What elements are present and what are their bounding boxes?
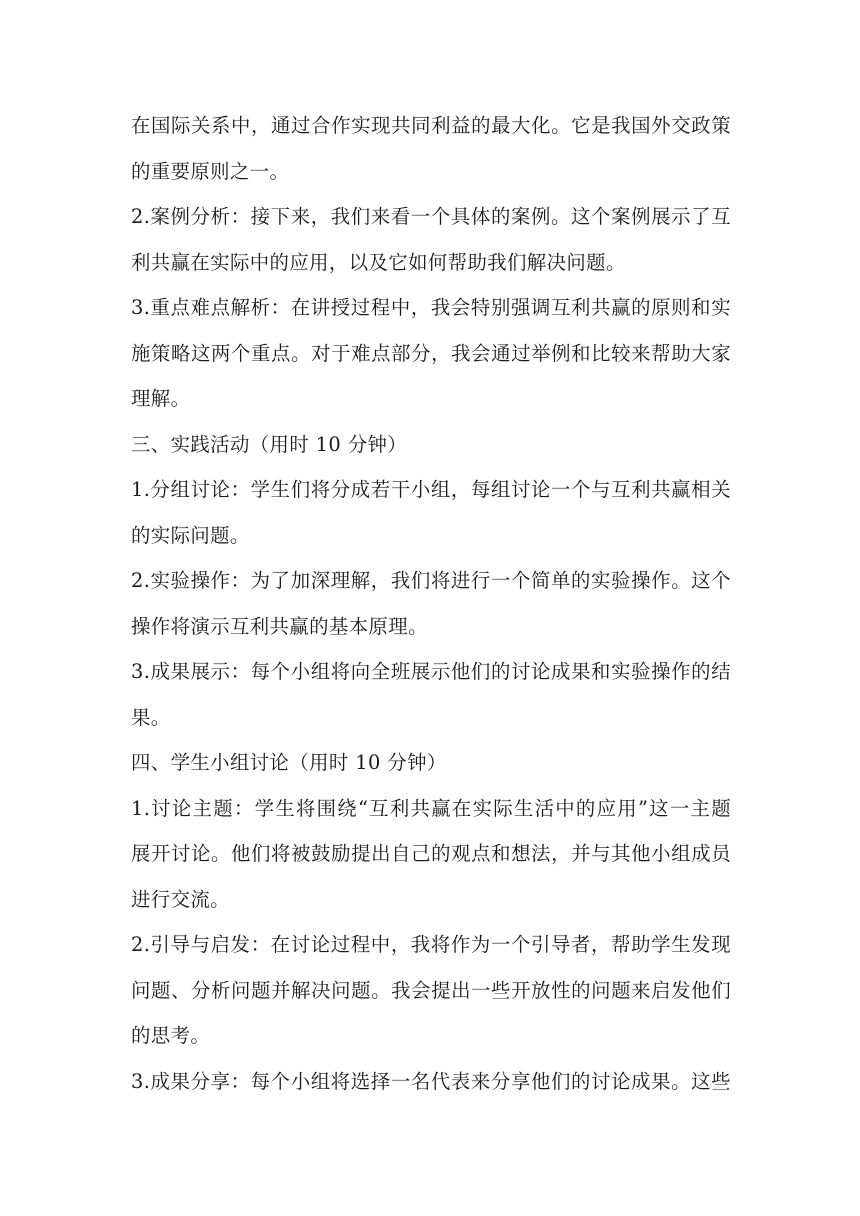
text-line: 果。 xyxy=(131,705,171,729)
paragraph-intro-continued xyxy=(131,103,731,194)
text-line: 问题、分析问题并解决问题。我会提出一些开放性的问题来启发他们 xyxy=(131,978,731,1002)
text-line: 的实际问题。 xyxy=(131,523,250,547)
text-line: 理解。 xyxy=(131,387,191,410)
text-line: 在国际关系中，通过合作实现共同利益的最大化。它是我国外交政策 xyxy=(131,114,731,137)
text-line: 展开讨论。他们将被鼓励提出自己的观点和想法，并与其他小组成员 xyxy=(131,842,731,865)
paragraph-results-sharing xyxy=(131,1059,731,1105)
text-line: 1.分组讨论：学生们将分成若干小组，每组讨论一个与互利共赢相关 xyxy=(131,478,731,501)
paragraph-results-display xyxy=(131,649,731,740)
text-line: 利共赢在实际中的应用，以及它如何帮助我们解决问题。 xyxy=(131,250,626,274)
text-line: 2.实验操作：为了加深理解，我们将进行一个简单的实验操作。这个 xyxy=(131,569,731,592)
paragraph-case-analysis xyxy=(131,194,731,285)
text-line: 的思考。 xyxy=(131,1024,211,1047)
paragraph-discussion-topic xyxy=(131,786,731,923)
text-line: 操作将演示互利共赢的基本原理。 xyxy=(131,614,428,638)
section-heading-practice xyxy=(131,422,731,468)
paragraph-key-points xyxy=(131,285,731,422)
paragraph-guidance xyxy=(131,922,731,1059)
section-heading-group-discussion xyxy=(131,740,731,786)
text-line: 进行交流。 xyxy=(131,887,230,911)
text-line: 的重要原则之一。 xyxy=(131,159,290,183)
text-line: 1.讨论主题：学生将围绕“互利共赢在实际生活中的应用”这一主题 xyxy=(131,796,731,820)
text-line: 3.成果分享：每个小组将选择一名代表来分享他们的讨论成果。这些 xyxy=(131,1069,731,1093)
heading-line: 四、学生小组讨论（用时 10 分钟） xyxy=(131,751,447,774)
paragraph-group-discussion xyxy=(131,467,731,558)
paragraph-experiment xyxy=(131,558,731,649)
document-body xyxy=(131,103,731,1104)
text-line: 2.案例分析：接下来，我们来看一个具体的案例。这个案例展示了互 xyxy=(131,205,731,228)
text-line: 3.重点难点解析：在讲授过程中，我会特别强调互利共赢的原则和实 xyxy=(131,296,731,319)
text-line: 3.成果展示：每个小组将向全班展示他们的讨论成果和实验操作的结 xyxy=(131,660,731,683)
heading-line: 三、实践活动（用时 10 分钟） xyxy=(131,432,408,456)
text-line: 施策略这两个重点。对于难点部分，我会通过举例和比较来帮助大家 xyxy=(131,341,731,365)
text-line: 2.引导与启发：在讨论过程中，我将作为一个引导者，帮助学生发现 xyxy=(131,933,731,956)
